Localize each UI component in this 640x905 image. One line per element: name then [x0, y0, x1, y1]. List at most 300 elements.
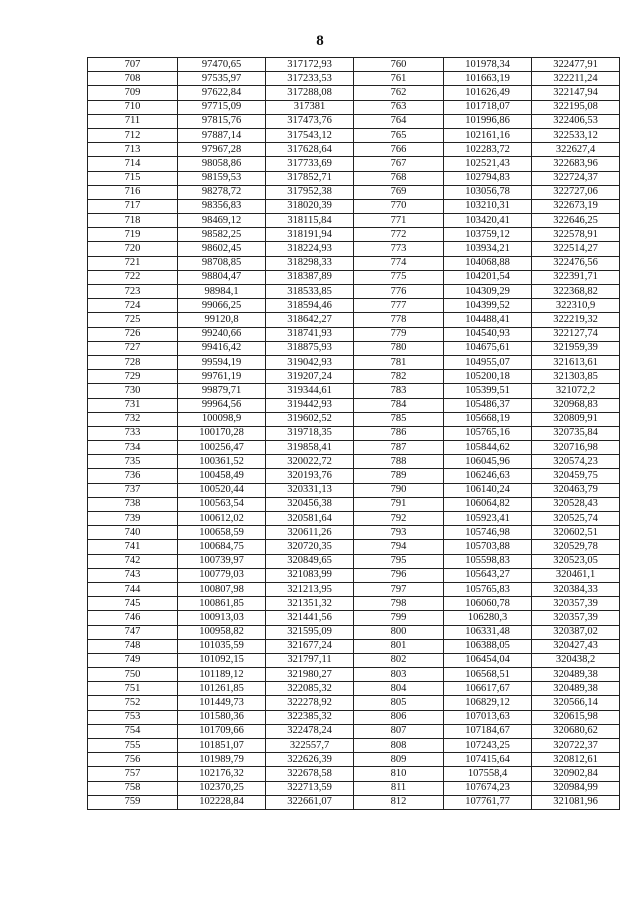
table-cell-y-coordinate: 321980,27 [266, 668, 354, 682]
table-cell-point-number: 768 [354, 171, 444, 185]
table-cell-point-number: 759 [88, 795, 178, 809]
table-cell-x-coordinate: 101092,15 [178, 653, 266, 667]
table-cell-point-number: 792 [354, 512, 444, 526]
table-cell-y-coordinate: 322385,32 [266, 710, 354, 724]
table-cell-x-coordinate: 100256,47 [178, 441, 266, 455]
table-cell-point-number: 754 [88, 724, 178, 738]
table-cell-point-number: 736 [88, 469, 178, 483]
table-cell-point-number: 812 [354, 795, 444, 809]
table-row [88, 739, 620, 753]
table-cell-x-coordinate: 97967,28 [178, 143, 266, 157]
table-cell-x-coordinate: 102370,25 [178, 781, 266, 795]
table-cell-y-coordinate: 318387,89 [266, 270, 354, 284]
table-cell-x-coordinate: 100098,9 [178, 412, 266, 426]
table-row [88, 256, 620, 270]
table-cell-point-number: 795 [354, 554, 444, 568]
table-cell-y-coordinate: 320809,91 [532, 412, 620, 426]
table-cell-point-number: 773 [354, 242, 444, 256]
table-cell-point-number: 784 [354, 398, 444, 412]
table-cell-x-coordinate: 105200,18 [444, 370, 532, 384]
table-cell-x-coordinate: 99761,19 [178, 370, 266, 384]
table-cell-x-coordinate: 101449,73 [178, 696, 266, 710]
table-cell-x-coordinate: 102161,16 [444, 128, 532, 142]
table-cell-point-number: 770 [354, 199, 444, 213]
table-cell-y-coordinate: 322673,19 [532, 199, 620, 213]
table-row [88, 214, 620, 228]
table-cell-y-coordinate: 322626,39 [266, 753, 354, 767]
table-cell-x-coordinate: 101996,86 [444, 114, 532, 128]
table-cell-x-coordinate: 100807,98 [178, 582, 266, 596]
table-cell-point-number: 753 [88, 710, 178, 724]
table-cell-y-coordinate: 318191,94 [266, 228, 354, 242]
table-cell-point-number: 772 [354, 228, 444, 242]
table-cell-point-number: 748 [88, 639, 178, 653]
table-cell-y-coordinate: 320566,14 [532, 696, 620, 710]
table-cell-x-coordinate: 105668,19 [444, 412, 532, 426]
table-cell-y-coordinate: 320387,02 [532, 625, 620, 639]
table-cell-y-coordinate: 321303,85 [532, 370, 620, 384]
table-cell-y-coordinate: 320357,39 [532, 597, 620, 611]
table-cell-x-coordinate: 102283,72 [444, 143, 532, 157]
table-cell-point-number: 725 [88, 313, 178, 327]
table-cell-y-coordinate: 322533,12 [532, 128, 620, 142]
table-cell-point-number: 724 [88, 299, 178, 313]
table-cell-y-coordinate: 322476,56 [532, 256, 620, 270]
table-cell-y-coordinate: 320735,84 [532, 426, 620, 440]
table-cell-x-coordinate: 103056,78 [444, 185, 532, 199]
table-row [88, 469, 620, 483]
table-cell-x-coordinate: 99879,71 [178, 384, 266, 398]
table-cell-y-coordinate: 319602,52 [266, 412, 354, 426]
table-row [88, 398, 620, 412]
table-cell-y-coordinate: 322147,94 [532, 86, 620, 100]
table-row [88, 653, 620, 667]
table-cell-x-coordinate: 102521,43 [444, 157, 532, 171]
table-cell-y-coordinate: 322724,37 [532, 171, 620, 185]
table-cell-y-coordinate: 322514,27 [532, 242, 620, 256]
table-cell-x-coordinate: 101580,36 [178, 710, 266, 724]
table-cell-x-coordinate: 105598,83 [444, 554, 532, 568]
table-cell-point-number: 740 [88, 526, 178, 540]
table-cell-y-coordinate: 322661,07 [266, 795, 354, 809]
table-cell-y-coordinate: 322406,53 [532, 114, 620, 128]
table-row [88, 143, 620, 157]
table-cell-y-coordinate: 320611,26 [266, 526, 354, 540]
table-cell-y-coordinate: 317233,53 [266, 72, 354, 86]
table-cell-y-coordinate: 320902,84 [532, 767, 620, 781]
table-cell-y-coordinate: 321072,2 [532, 384, 620, 398]
table-cell-point-number: 739 [88, 512, 178, 526]
table-cell-x-coordinate: 101978,34 [444, 58, 532, 72]
table-cell-point-number: 750 [88, 668, 178, 682]
table-row [88, 242, 620, 256]
table-cell-point-number: 799 [354, 611, 444, 625]
table-cell-y-coordinate: 320461,1 [532, 568, 620, 582]
table-cell-point-number: 793 [354, 526, 444, 540]
table-cell-point-number: 756 [88, 753, 178, 767]
table-cell-y-coordinate: 318533,85 [266, 285, 354, 299]
table-cell-point-number: 802 [354, 653, 444, 667]
table-cell-y-coordinate: 321959,39 [532, 341, 620, 355]
table-cell-x-coordinate: 99416,42 [178, 341, 266, 355]
table-row [88, 483, 620, 497]
table-cell-x-coordinate: 107674,23 [444, 781, 532, 795]
table-row [88, 58, 620, 72]
table-cell-point-number: 775 [354, 270, 444, 284]
table-cell-point-number: 809 [354, 753, 444, 767]
table-cell-x-coordinate: 104309,29 [444, 285, 532, 299]
table-cell-x-coordinate: 107184,67 [444, 724, 532, 738]
table-cell-x-coordinate: 107013,63 [444, 710, 532, 724]
table-cell-point-number: 810 [354, 767, 444, 781]
table-cell-y-coordinate: 320463,79 [532, 483, 620, 497]
table-cell-y-coordinate: 317952,38 [266, 185, 354, 199]
table-cell-x-coordinate: 105643,27 [444, 568, 532, 582]
table-row [88, 597, 620, 611]
table-cell-y-coordinate: 320968,83 [532, 398, 620, 412]
table-row [88, 299, 620, 313]
table-cell-x-coordinate: 100958,82 [178, 625, 266, 639]
table-cell-point-number: 741 [88, 540, 178, 554]
table-cell-y-coordinate: 321351,32 [266, 597, 354, 611]
table-cell-x-coordinate: 106246,63 [444, 469, 532, 483]
table-cell-point-number: 779 [354, 327, 444, 341]
table-cell-x-coordinate: 106331,48 [444, 625, 532, 639]
table-cell-point-number: 805 [354, 696, 444, 710]
table-row [88, 327, 620, 341]
table-row [88, 696, 620, 710]
table-cell-x-coordinate: 100684,75 [178, 540, 266, 554]
table-cell-point-number: 746 [88, 611, 178, 625]
table-cell-x-coordinate: 97535,97 [178, 72, 266, 86]
table-cell-point-number: 758 [88, 781, 178, 795]
table-row [88, 128, 620, 142]
table-cell-point-number: 776 [354, 285, 444, 299]
table-cell-y-coordinate: 322478,24 [266, 724, 354, 738]
table-cell-point-number: 765 [354, 128, 444, 142]
table-cell-point-number: 760 [354, 58, 444, 72]
table-cell-y-coordinate: 320984,99 [532, 781, 620, 795]
table-cell-x-coordinate: 106568,51 [444, 668, 532, 682]
table-cell-x-coordinate: 100170,28 [178, 426, 266, 440]
table-cell-x-coordinate: 101261,85 [178, 682, 266, 696]
table-cell-x-coordinate: 106617,67 [444, 682, 532, 696]
table-cell-x-coordinate: 100658,59 [178, 526, 266, 540]
table-row [88, 72, 620, 86]
table-cell-point-number: 747 [88, 625, 178, 639]
table-cell-point-number: 797 [354, 582, 444, 596]
table-cell-point-number: 708 [88, 72, 178, 86]
table-row [88, 526, 620, 540]
table-cell-y-coordinate: 322278,92 [266, 696, 354, 710]
table-cell-point-number: 715 [88, 171, 178, 185]
table-cell-y-coordinate: 320438,2 [532, 653, 620, 667]
table-cell-point-number: 721 [88, 256, 178, 270]
table-cell-x-coordinate: 103420,41 [444, 214, 532, 228]
table-cell-x-coordinate: 102794,83 [444, 171, 532, 185]
table-cell-x-coordinate: 98469,12 [178, 214, 266, 228]
table-cell-y-coordinate: 319718,35 [266, 426, 354, 440]
table-cell-point-number: 743 [88, 568, 178, 582]
table-row [88, 171, 620, 185]
table-row [88, 625, 620, 639]
table-cell-x-coordinate: 100458,49 [178, 469, 266, 483]
table-cell-y-coordinate: 320489,38 [532, 668, 620, 682]
table-cell-x-coordinate: 98582,25 [178, 228, 266, 242]
table-cell-y-coordinate: 320523,05 [532, 554, 620, 568]
table-cell-x-coordinate: 100520,44 [178, 483, 266, 497]
page-number: 8 [316, 33, 324, 49]
table-cell-point-number: 804 [354, 682, 444, 696]
table-cell-y-coordinate: 318298,33 [266, 256, 354, 270]
table-row [88, 384, 620, 398]
table-cell-x-coordinate: 106829,12 [444, 696, 532, 710]
table-cell-point-number: 711 [88, 114, 178, 128]
table-cell-point-number: 712 [88, 128, 178, 142]
table-cell-x-coordinate: 106045,96 [444, 455, 532, 469]
table-cell-x-coordinate: 105399,51 [444, 384, 532, 398]
table-cell-y-coordinate: 320459,75 [532, 469, 620, 483]
table-cell-x-coordinate: 107761,77 [444, 795, 532, 809]
table-cell-y-coordinate: 322727,06 [532, 185, 620, 199]
table-cell-x-coordinate: 100739,97 [178, 554, 266, 568]
table-cell-point-number: 763 [354, 100, 444, 114]
table-cell-point-number: 717 [88, 199, 178, 213]
table-cell-y-coordinate: 320427,43 [532, 639, 620, 653]
table-row [88, 781, 620, 795]
table-cell-point-number: 728 [88, 355, 178, 369]
table-cell-x-coordinate: 104675,61 [444, 341, 532, 355]
table-cell-x-coordinate: 98356,83 [178, 199, 266, 213]
table-row [88, 341, 620, 355]
table-row [88, 682, 620, 696]
table-cell-y-coordinate: 317628,64 [266, 143, 354, 157]
table-row [88, 568, 620, 582]
table-cell-point-number: 723 [88, 285, 178, 299]
table-cell-x-coordinate: 103210,31 [444, 199, 532, 213]
table-cell-x-coordinate: 99594,19 [178, 355, 266, 369]
table-cell-y-coordinate: 322713,59 [266, 781, 354, 795]
table-cell-y-coordinate: 320849,65 [266, 554, 354, 568]
table-cell-y-coordinate: 319442,93 [266, 398, 354, 412]
table-cell-x-coordinate: 107415,64 [444, 753, 532, 767]
table-cell-y-coordinate: 321613,61 [532, 355, 620, 369]
table-cell-y-coordinate: 322195,08 [532, 100, 620, 114]
table-cell-y-coordinate: 317473,76 [266, 114, 354, 128]
table-cell-y-coordinate: 320716,98 [532, 441, 620, 455]
table-cell-y-coordinate: 320529,78 [532, 540, 620, 554]
table-cell-y-coordinate: 320357,39 [532, 611, 620, 625]
table-cell-y-coordinate: 322085,32 [266, 682, 354, 696]
table-cell-y-coordinate: 320384,33 [532, 582, 620, 596]
table-cell-point-number: 808 [354, 739, 444, 753]
table-row [88, 157, 620, 171]
table-cell-y-coordinate: 321797,11 [266, 653, 354, 667]
table-cell-x-coordinate: 105765,83 [444, 582, 532, 596]
table-cell-y-coordinate: 318594,46 [266, 299, 354, 313]
table-cell-x-coordinate: 101626,49 [444, 86, 532, 100]
table-cell-y-coordinate: 320722,37 [532, 739, 620, 753]
table-cell-x-coordinate: 102228,84 [178, 795, 266, 809]
table-cell-point-number: 790 [354, 483, 444, 497]
coordinates-table-body [88, 58, 620, 810]
table-cell-x-coordinate: 104955,07 [444, 355, 532, 369]
table-cell-y-coordinate: 317543,12 [266, 128, 354, 142]
table-cell-point-number: 727 [88, 341, 178, 355]
table-cell-point-number: 710 [88, 100, 178, 114]
table-row [88, 285, 620, 299]
table-row [88, 582, 620, 596]
table-cell-point-number: 789 [354, 469, 444, 483]
table-cell-point-number: 771 [354, 214, 444, 228]
table-cell-y-coordinate: 321677,24 [266, 639, 354, 653]
table-row [88, 724, 620, 738]
table-cell-y-coordinate: 322578,91 [532, 228, 620, 242]
table-cell-x-coordinate: 101989,79 [178, 753, 266, 767]
table-row [88, 767, 620, 781]
table-cell-x-coordinate: 100861,85 [178, 597, 266, 611]
table-cell-point-number: 744 [88, 582, 178, 596]
table-cell-x-coordinate: 104399,52 [444, 299, 532, 313]
table-cell-y-coordinate: 322557,7 [266, 739, 354, 753]
table-cell-y-coordinate: 320525,74 [532, 512, 620, 526]
table-cell-y-coordinate: 321441,56 [266, 611, 354, 625]
table-cell-y-coordinate: 318020,39 [266, 199, 354, 213]
table-row [88, 441, 620, 455]
table-cell-point-number: 745 [88, 597, 178, 611]
table-cell-y-coordinate: 320022,72 [266, 455, 354, 469]
table-cell-y-coordinate: 322310,9 [532, 299, 620, 313]
table-row [88, 611, 620, 625]
table-cell-point-number: 791 [354, 497, 444, 511]
table-row [88, 355, 620, 369]
table-cell-x-coordinate: 98278,72 [178, 185, 266, 199]
table-cell-point-number: 732 [88, 412, 178, 426]
table-cell-point-number: 774 [354, 256, 444, 270]
table-cell-point-number: 733 [88, 426, 178, 440]
table-cell-y-coordinate: 320720,35 [266, 540, 354, 554]
table-cell-x-coordinate: 97815,76 [178, 114, 266, 128]
table-cell-y-coordinate: 322127,74 [532, 327, 620, 341]
table-cell-point-number: 781 [354, 355, 444, 369]
table-cell-y-coordinate: 320812,61 [532, 753, 620, 767]
table-cell-point-number: 734 [88, 441, 178, 455]
table-cell-point-number: 806 [354, 710, 444, 724]
table-cell-x-coordinate: 105923,41 [444, 512, 532, 526]
table-cell-point-number: 767 [354, 157, 444, 171]
table-cell-point-number: 709 [88, 86, 178, 100]
table-cell-point-number: 729 [88, 370, 178, 384]
table-cell-point-number: 807 [354, 724, 444, 738]
table-cell-x-coordinate: 107558,4 [444, 767, 532, 781]
table-cell-x-coordinate: 105746,98 [444, 526, 532, 540]
table-cell-y-coordinate: 322391,71 [532, 270, 620, 284]
table-cell-point-number: 777 [354, 299, 444, 313]
table-cell-x-coordinate: 100563,54 [178, 497, 266, 511]
table-cell-x-coordinate: 106280,3 [444, 611, 532, 625]
table-cell-point-number: 737 [88, 483, 178, 497]
table-cell-x-coordinate: 100779,03 [178, 568, 266, 582]
table-cell-x-coordinate: 102176,32 [178, 767, 266, 781]
table-row [88, 270, 620, 284]
table-cell-x-coordinate: 106388,05 [444, 639, 532, 653]
table-cell-point-number: 788 [354, 455, 444, 469]
table-cell-x-coordinate: 101851,07 [178, 739, 266, 753]
table-cell-y-coordinate: 317852,71 [266, 171, 354, 185]
table-cell-x-coordinate: 106454,04 [444, 653, 532, 667]
table-cell-x-coordinate: 104488,41 [444, 313, 532, 327]
table-cell-x-coordinate: 100913,03 [178, 611, 266, 625]
table-cell-y-coordinate: 320489,38 [532, 682, 620, 696]
table-cell-y-coordinate: 320456,38 [266, 497, 354, 511]
table-cell-point-number: 719 [88, 228, 178, 242]
table-cell-point-number: 769 [354, 185, 444, 199]
table-row [88, 540, 620, 554]
table-cell-y-coordinate: 320615,98 [532, 710, 620, 724]
table-cell-point-number: 749 [88, 653, 178, 667]
table-cell-y-coordinate: 322219,32 [532, 313, 620, 327]
table-cell-y-coordinate: 319858,41 [266, 441, 354, 455]
table-cell-y-coordinate: 322683,96 [532, 157, 620, 171]
table-row [88, 455, 620, 469]
table-cell-y-coordinate: 320574,23 [532, 455, 620, 469]
table-cell-y-coordinate: 322368,82 [532, 285, 620, 299]
table-cell-point-number: 738 [88, 497, 178, 511]
table-cell-y-coordinate: 317733,69 [266, 157, 354, 171]
table-cell-point-number: 742 [88, 554, 178, 568]
table-cell-x-coordinate: 98804,47 [178, 270, 266, 284]
table-cell-y-coordinate: 320331,13 [266, 483, 354, 497]
table-cell-x-coordinate: 97887,14 [178, 128, 266, 142]
table-cell-point-number: 766 [354, 143, 444, 157]
table-row [88, 199, 620, 213]
table-cell-point-number: 794 [354, 540, 444, 554]
table-cell-y-coordinate: 320602,51 [532, 526, 620, 540]
table-cell-point-number: 783 [354, 384, 444, 398]
table-cell-y-coordinate: 320680,62 [532, 724, 620, 738]
table-cell-point-number: 722 [88, 270, 178, 284]
table-cell-point-number: 811 [354, 781, 444, 795]
table-cell-x-coordinate: 103934,21 [444, 242, 532, 256]
table-cell-y-coordinate: 318642,27 [266, 313, 354, 327]
table-row [88, 185, 620, 199]
table-row [88, 753, 620, 767]
table-cell-y-coordinate: 317381 [266, 100, 354, 114]
table-cell-point-number: 782 [354, 370, 444, 384]
table-row [88, 114, 620, 128]
table-row [88, 426, 620, 440]
table-cell-point-number: 785 [354, 412, 444, 426]
table-cell-point-number: 786 [354, 426, 444, 440]
table-cell-x-coordinate: 104068,88 [444, 256, 532, 270]
table-cell-point-number: 762 [354, 86, 444, 100]
table-cell-y-coordinate: 322678,58 [266, 767, 354, 781]
table-cell-y-coordinate: 322646,25 [532, 214, 620, 228]
table-cell-point-number: 800 [354, 625, 444, 639]
table-cell-x-coordinate: 98602,45 [178, 242, 266, 256]
table-cell-point-number: 751 [88, 682, 178, 696]
table-cell-point-number: 726 [88, 327, 178, 341]
table-cell-x-coordinate: 98984,1 [178, 285, 266, 299]
table-row [88, 86, 620, 100]
table-cell-point-number: 713 [88, 143, 178, 157]
table-row [88, 497, 620, 511]
table-cell-x-coordinate: 101718,07 [444, 100, 532, 114]
table-cell-x-coordinate: 105844,62 [444, 441, 532, 455]
table-cell-y-coordinate: 317172,93 [266, 58, 354, 72]
table-cell-point-number: 801 [354, 639, 444, 653]
table-cell-y-coordinate: 318875,93 [266, 341, 354, 355]
